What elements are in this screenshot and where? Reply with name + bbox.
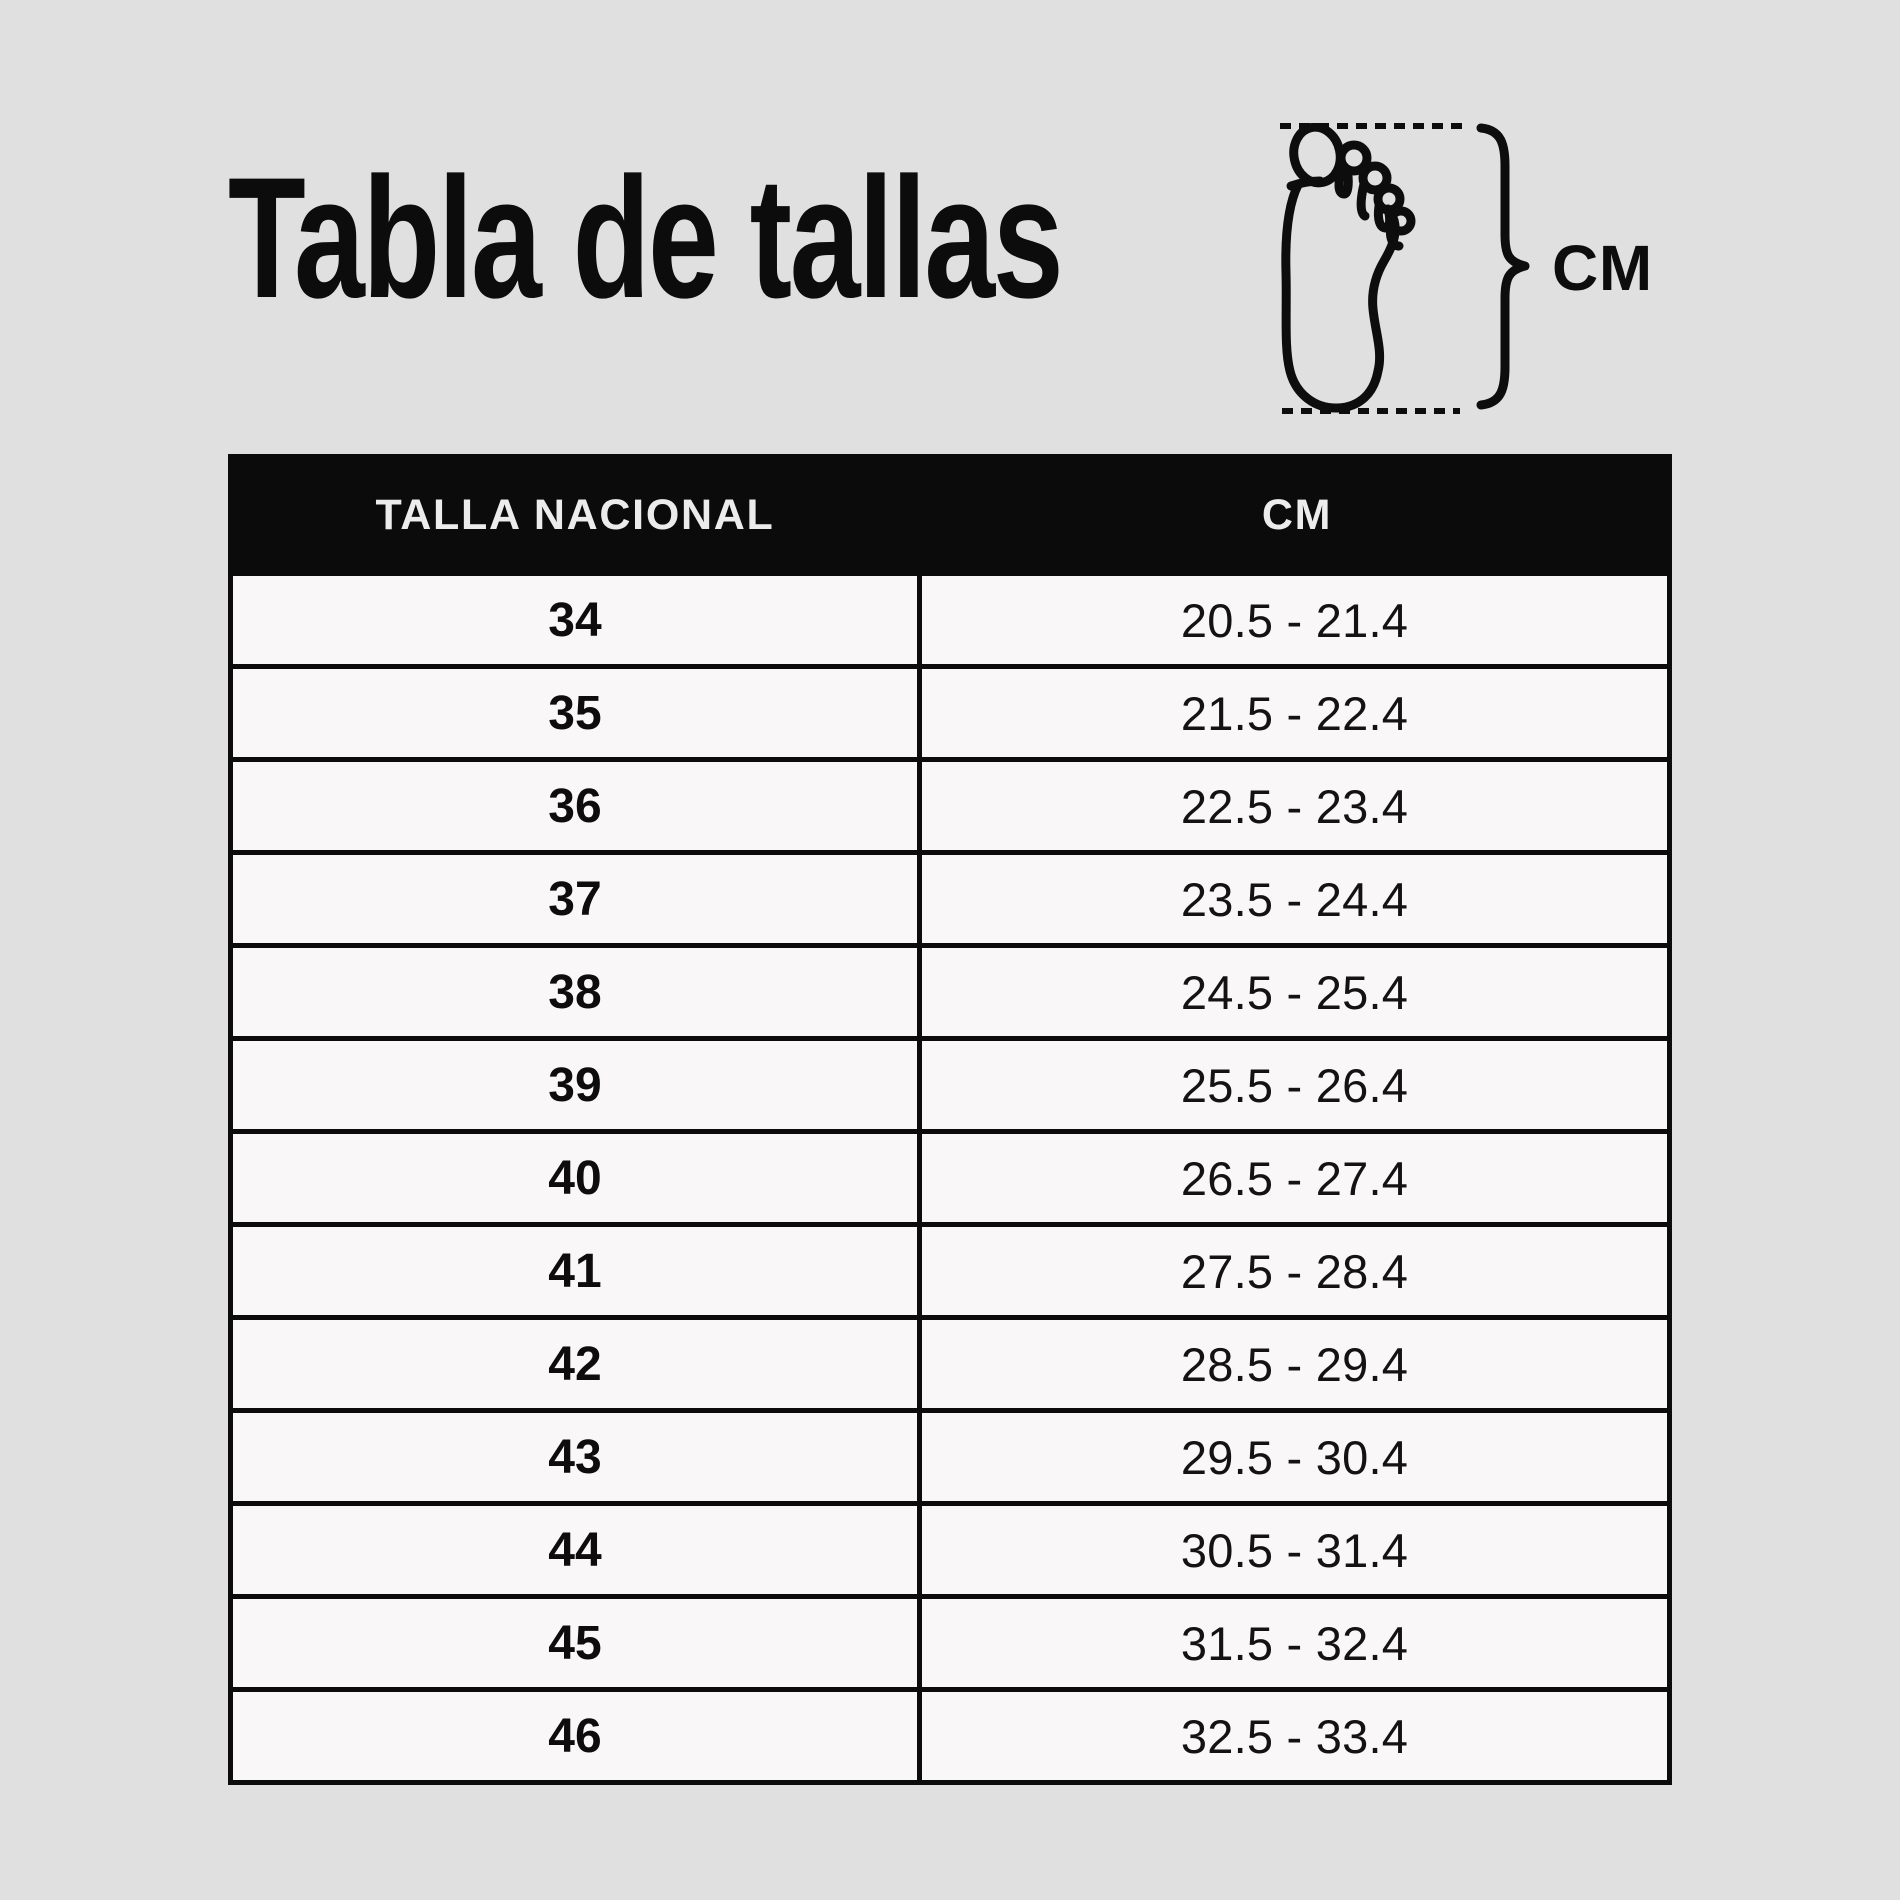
table-row [233, 1692, 1667, 1785]
page-title: Tabla de tallas [228, 142, 1062, 334]
cm-range-cell: 24.5 - 25.4 [1180, 965, 1409, 1019]
table-row [233, 1134, 1667, 1227]
size-cell: 38 [233, 948, 922, 1036]
cm-range-cell: 30.5 - 31.4 [1180, 1523, 1409, 1577]
table-row [233, 1599, 1667, 1692]
foot-sole-icon [1278, 123, 1418, 413]
table-row [233, 1413, 1667, 1506]
size-cell: 44 [233, 1506, 922, 1594]
header-cell-cm: CM [1261, 490, 1333, 539]
cm-unit-label: CM [1552, 232, 1653, 304]
table-row [233, 1320, 1667, 1413]
size-cell: 46 [233, 1692, 922, 1780]
cm-range-cell: 20.5 - 21.4 [1180, 593, 1409, 647]
foot-measurement-illustration [1230, 95, 1730, 455]
table-row [233, 762, 1667, 855]
size-cell: 35 [233, 669, 922, 757]
table-row [233, 576, 1667, 669]
cm-range-cell: 23.5 - 24.4 [1180, 872, 1409, 926]
header-cell-talla-nacional: TALLA NACIONAL [375, 490, 775, 539]
table-row [233, 1227, 1667, 1320]
table-row [233, 948, 1667, 1041]
cm-range-cell: 32.5 - 33.4 [1180, 1709, 1409, 1763]
cm-range-cell: 29.5 - 30.4 [1180, 1430, 1409, 1484]
size-cell: 37 [233, 855, 922, 943]
table-row [233, 1506, 1667, 1599]
table-row [233, 855, 1667, 948]
cm-range-cell: 31.5 - 32.4 [1180, 1616, 1409, 1670]
cm-range-cell: 28.5 - 29.4 [1180, 1337, 1409, 1391]
size-table-body [228, 576, 1672, 1785]
size-cell: 39 [233, 1041, 922, 1129]
size-cell: 43 [233, 1413, 922, 1501]
cm-range-cell: 26.5 - 27.4 [1180, 1151, 1409, 1205]
cm-range-cell: 21.5 - 22.4 [1180, 686, 1409, 740]
size-cell: 41 [233, 1227, 922, 1315]
cm-range-cell: 27.5 - 28.4 [1180, 1244, 1409, 1298]
table-row [233, 669, 1667, 762]
table-row [233, 1041, 1667, 1134]
size-table [228, 454, 1672, 1785]
cm-range-cell: 22.5 - 23.4 [1180, 779, 1409, 833]
size-cell: 40 [233, 1134, 922, 1222]
curly-brace-icon [1475, 123, 1530, 410]
cm-range-cell: 25.5 - 26.4 [1180, 1058, 1409, 1112]
size-cell: 36 [233, 762, 922, 850]
size-cell: 45 [233, 1599, 922, 1687]
size-cell: 34 [233, 576, 922, 664]
table-header-row [228, 454, 1672, 576]
size-cell: 42 [233, 1320, 922, 1408]
